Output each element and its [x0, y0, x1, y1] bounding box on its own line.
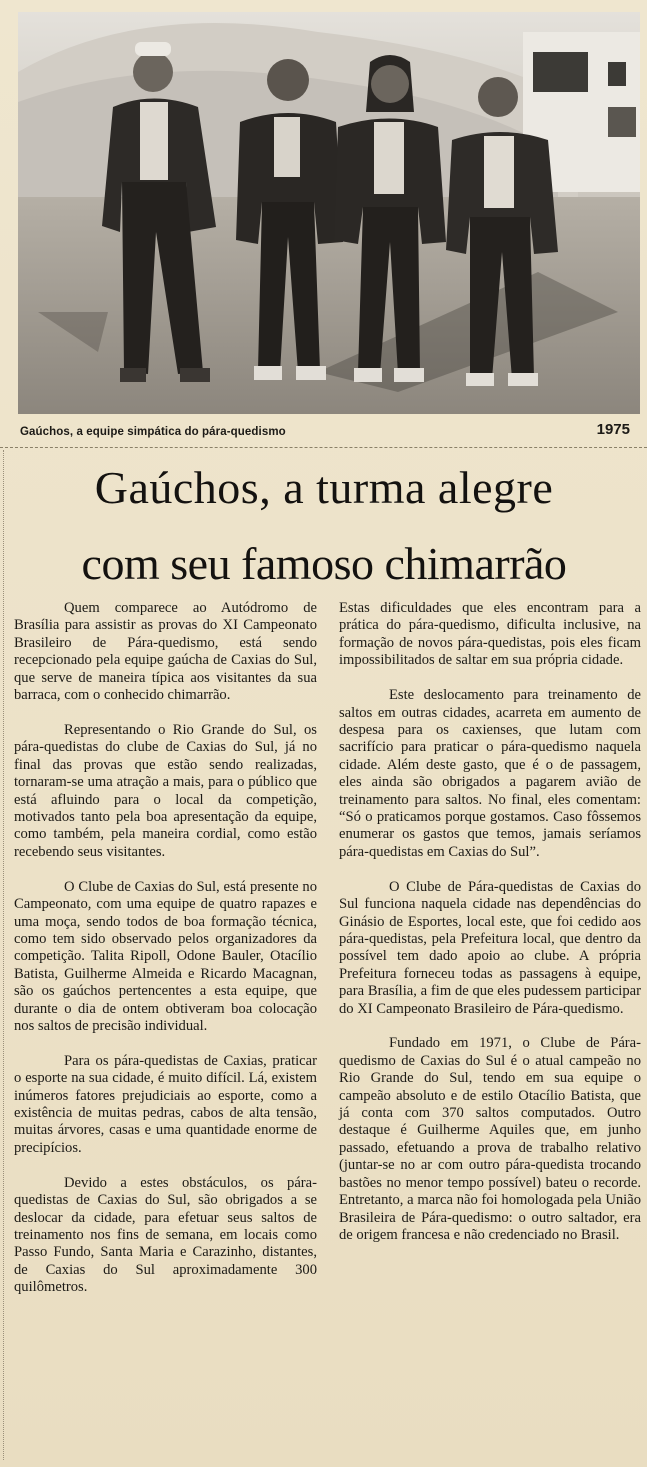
paragraph: Estas dificuldades que eles encontram para a prática do pára-quedismo, dificulta inclusive, na formação de novos pára-quedistas, pois eles ficam impossibilitados de saltar em sua própria cidade. — [339, 600, 641, 669]
paragraph: Devido a estes obstáculos, os pára-quedistas de Caxias do Sul, são obrigados a se deslocar da cidade, para efetuar seus saltos de treinamento nos fins de semana, em locais como Passo Fundo, Santa Maria e Carazinho, distantes, de Caxias do Sul aproximadamente 300 quilômetros. — [14, 1174, 317, 1296]
photo-year: 1975 — [596, 421, 630, 438]
headline-line-1: Gaúchos, a turma alegre — [94, 462, 554, 513]
paragraph: Representando o Rio Grande do Sul, os pára-quedistas do clube de Caxias do Sul, já no final das provas que estão sendo realizadas, tornaram-se uma atração a mais, para o público que está afluindo para o local da competição, motivados tanto pela boa apresentação da equipe, como também, pela maneira cordial, como estão recebendo seus visitantes. — [14, 721, 317, 860]
photo-caption-bar — [18, 418, 640, 444]
article-column-right — [339, 600, 641, 1244]
paragraph: O Clube de Caxias do Sul, está presente no Campeonato, com uma equipe de quatro rapazes e uma moça, sendo todos de boa formação técnica, como tem sido observado pelos organizadores da competição. Talita Ripoll, Odone Bauler, Otacílio Batista, Guilherme Almeida e Ricardo Macagnan, são os gaúchos pertencentes a esta equipe, que durante o dia de ontem obtiveram boa colocação nos saltos de precisão individual. — [14, 878, 317, 1034]
team-photo-illustration — [18, 12, 640, 414]
paragraph: O Clube de Pára-quedistas de Caxias do Sul funciona naquela cidade nas dependências do Ginásio de Esportes, local este, que foi cedido aos pára-quedistas, pela Prefeitura local, que dentro da possível tem dado apoio ao clube. A própria Prefeitura forneceu todas as passagens à equipe, para Brasília, a fim de que eles pudessem participar do XI Campeonato Brasileiro de Pára-quedismo. — [339, 878, 641, 1017]
headline-line-2: com seu famoso chimarrão — [81, 538, 567, 589]
divider — [0, 447, 647, 448]
paragraph: Este deslocamento para treinamento de saltos em outras cidades, acarreta em aumento de despesa para os caxienses, que lutam com sacrifício para praticar o pára-quedismo naquela cidade. Além deste gasto, que é o de passagem, eles ainda são obrigados a pagarem avião de treinamento para saltos. No final, eles comentam: “Só o praticamos porque gostamos. Caso fôssemos enumerar os gastos que temos, jamais seríamos pára-quedistas em Caxias do Sul”. — [339, 687, 641, 860]
paragraph: Para os pára-quedistas de Caxias, praticar o esporte na sua cidade, é muito difícil. Lá, existem inúmeros fatores prejudiciais ao esporte, como a existência de muitas pedras, cabos de alta tensão, muitas árvores, casas e uma quantidade enorme de precipícios. — [14, 1052, 317, 1156]
photo-caption: Gaúchos, a equipe simpática do pára-quedismo — [20, 426, 286, 438]
team-photo — [18, 12, 640, 414]
clipping-edge — [3, 450, 4, 1460]
paragraph: Quem comparece ao Autódromo de Brasília para assistir as provas do XI Campeonato Brasileiro de Pára-quedismo, está sendo recepcionado pela equipe gaúcha de Caxias do Sul, que serve de maneira típica aos visitantes da sua barraca, com o conhecido chimarrão. — [14, 600, 317, 704]
paragraph: Fundado em 1971, o Clube de Pára-quedismo de Caxias do Sul é o atual campeão no Rio Grande do Sul, tendo em sua equipe o campeão absoluto e de estilo Otacílio Batista, que já conta com 370 saltos computados. Outro destaque é Guilherme Aquiles que, em junho passado, efetuando a prova de trabalho relativo (juntar-se no ar com outro pára-quedista trocando bastões no menor tempo possível) bateu o recorde. Entretanto, a marca não foi homologada pela União Brasileira de Pára-quedismo: o outro saltador, era de origem francesa e não credenciado no Brasil. — [339, 1035, 641, 1243]
article-column-left — [14, 600, 317, 1297]
